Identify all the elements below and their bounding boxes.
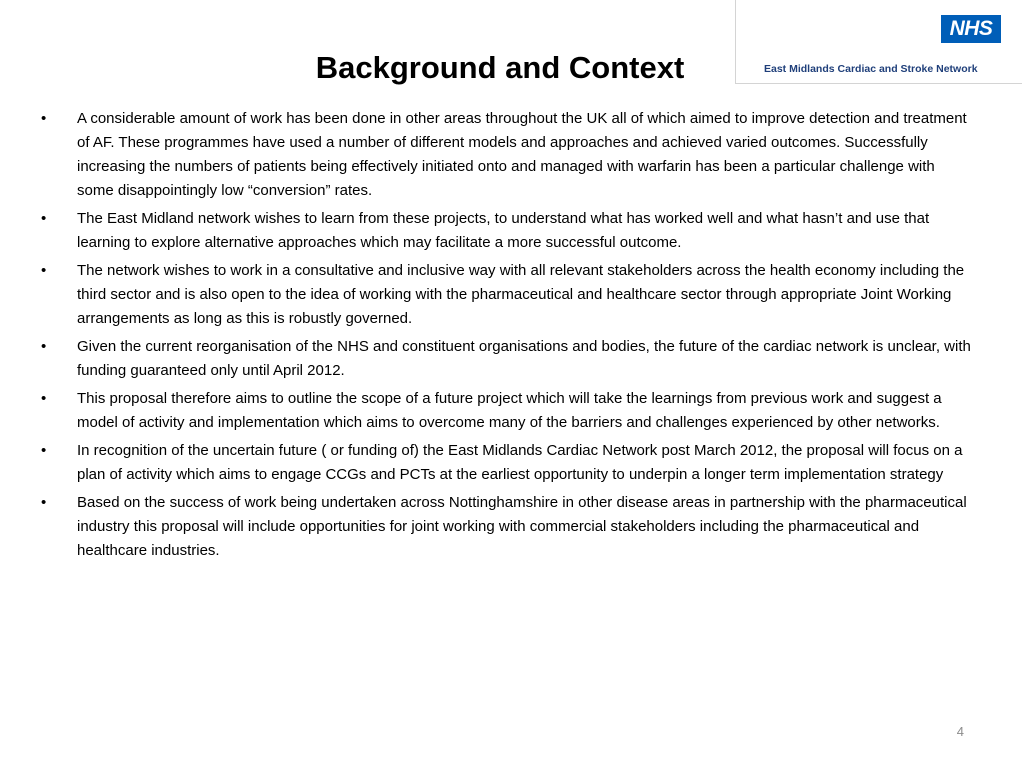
bullet-text: Based on the success of work being undertaken across Nottinghamshire in other disease areas in partnership with the pharmaceutical industry this proposal will include opportunities for joint working with commercial stakeholders including the pharmaceutical and healthcare industries. [77, 494, 967, 559]
bullet-marker: • [41, 110, 47, 127]
nhs-badge: NHS [941, 15, 1001, 43]
bullet-text: Given the current reorganisation of the NHS and constituent organisations and bodies, the future of the cardiac network is unclear, with funding guaranteed only until April 2012. [77, 338, 971, 379]
page-number: 4 [956, 724, 964, 739]
bullet-list [41, 107, 971, 567]
bullet-item [41, 259, 971, 331]
bullet-marker: • [41, 442, 47, 459]
bullet-text: In recognition of the uncertain future ( or funding of) the East Midlands Cardiac Network post March 2012, the proposal will focus on a plan of activity which aims to engage CCGs and PCTs at the earliest opportunity to underpin a longer term implementation strategy [77, 442, 963, 483]
slide-title: Background and Context [315, 50, 685, 85]
bullet-text: This proposal therefore aims to outline the scope of a future project which will take the learnings from previous work and suggest a model of activity and implementation which aims to overcome many of the barriers and challenges experienced by other networks. [77, 390, 942, 431]
bullet-marker: • [41, 210, 47, 227]
bullet-text: The East Midland network wishes to learn from these projects, to understand what has worked well and what hasn’t and use that learning to explore alternative approaches which may facilitate a more successful outcome. [77, 210, 930, 251]
bullet-text: The network wishes to work in a consultative and inclusive way with all relevant stakeholders across the health economy including the third sector and is also open to the idea of working with the pharmaceutical and healthcare sector through appropriate Joint Working arrangements as long as this is robustly governed. [77, 262, 965, 327]
bullet-item [41, 335, 971, 383]
bullet-marker: • [41, 494, 47, 511]
network-name: East Midlands Cardiac and Stroke Network [764, 63, 978, 75]
bullet-item [41, 387, 971, 435]
bullet-item [41, 207, 971, 255]
bullet-item [41, 439, 971, 487]
bullet-marker: • [41, 390, 47, 407]
bullet-text: A considerable amount of work has been done in other areas throughout the UK all of which aimed to improve detection and treatment of AF. These programmes have used a number of different models and approaches and achieved varied outcomes. Successfully increasing the numbers of patients being effectively initiated onto and managed with warfarin has been a particular challenge with some disappointingly low “conversion” rates. [77, 110, 967, 199]
bullet-item [41, 107, 971, 203]
bullet-marker: • [41, 262, 47, 279]
bullet-item [41, 491, 971, 563]
bullet-marker: • [41, 338, 47, 355]
nhs-logo [735, 0, 1022, 84]
